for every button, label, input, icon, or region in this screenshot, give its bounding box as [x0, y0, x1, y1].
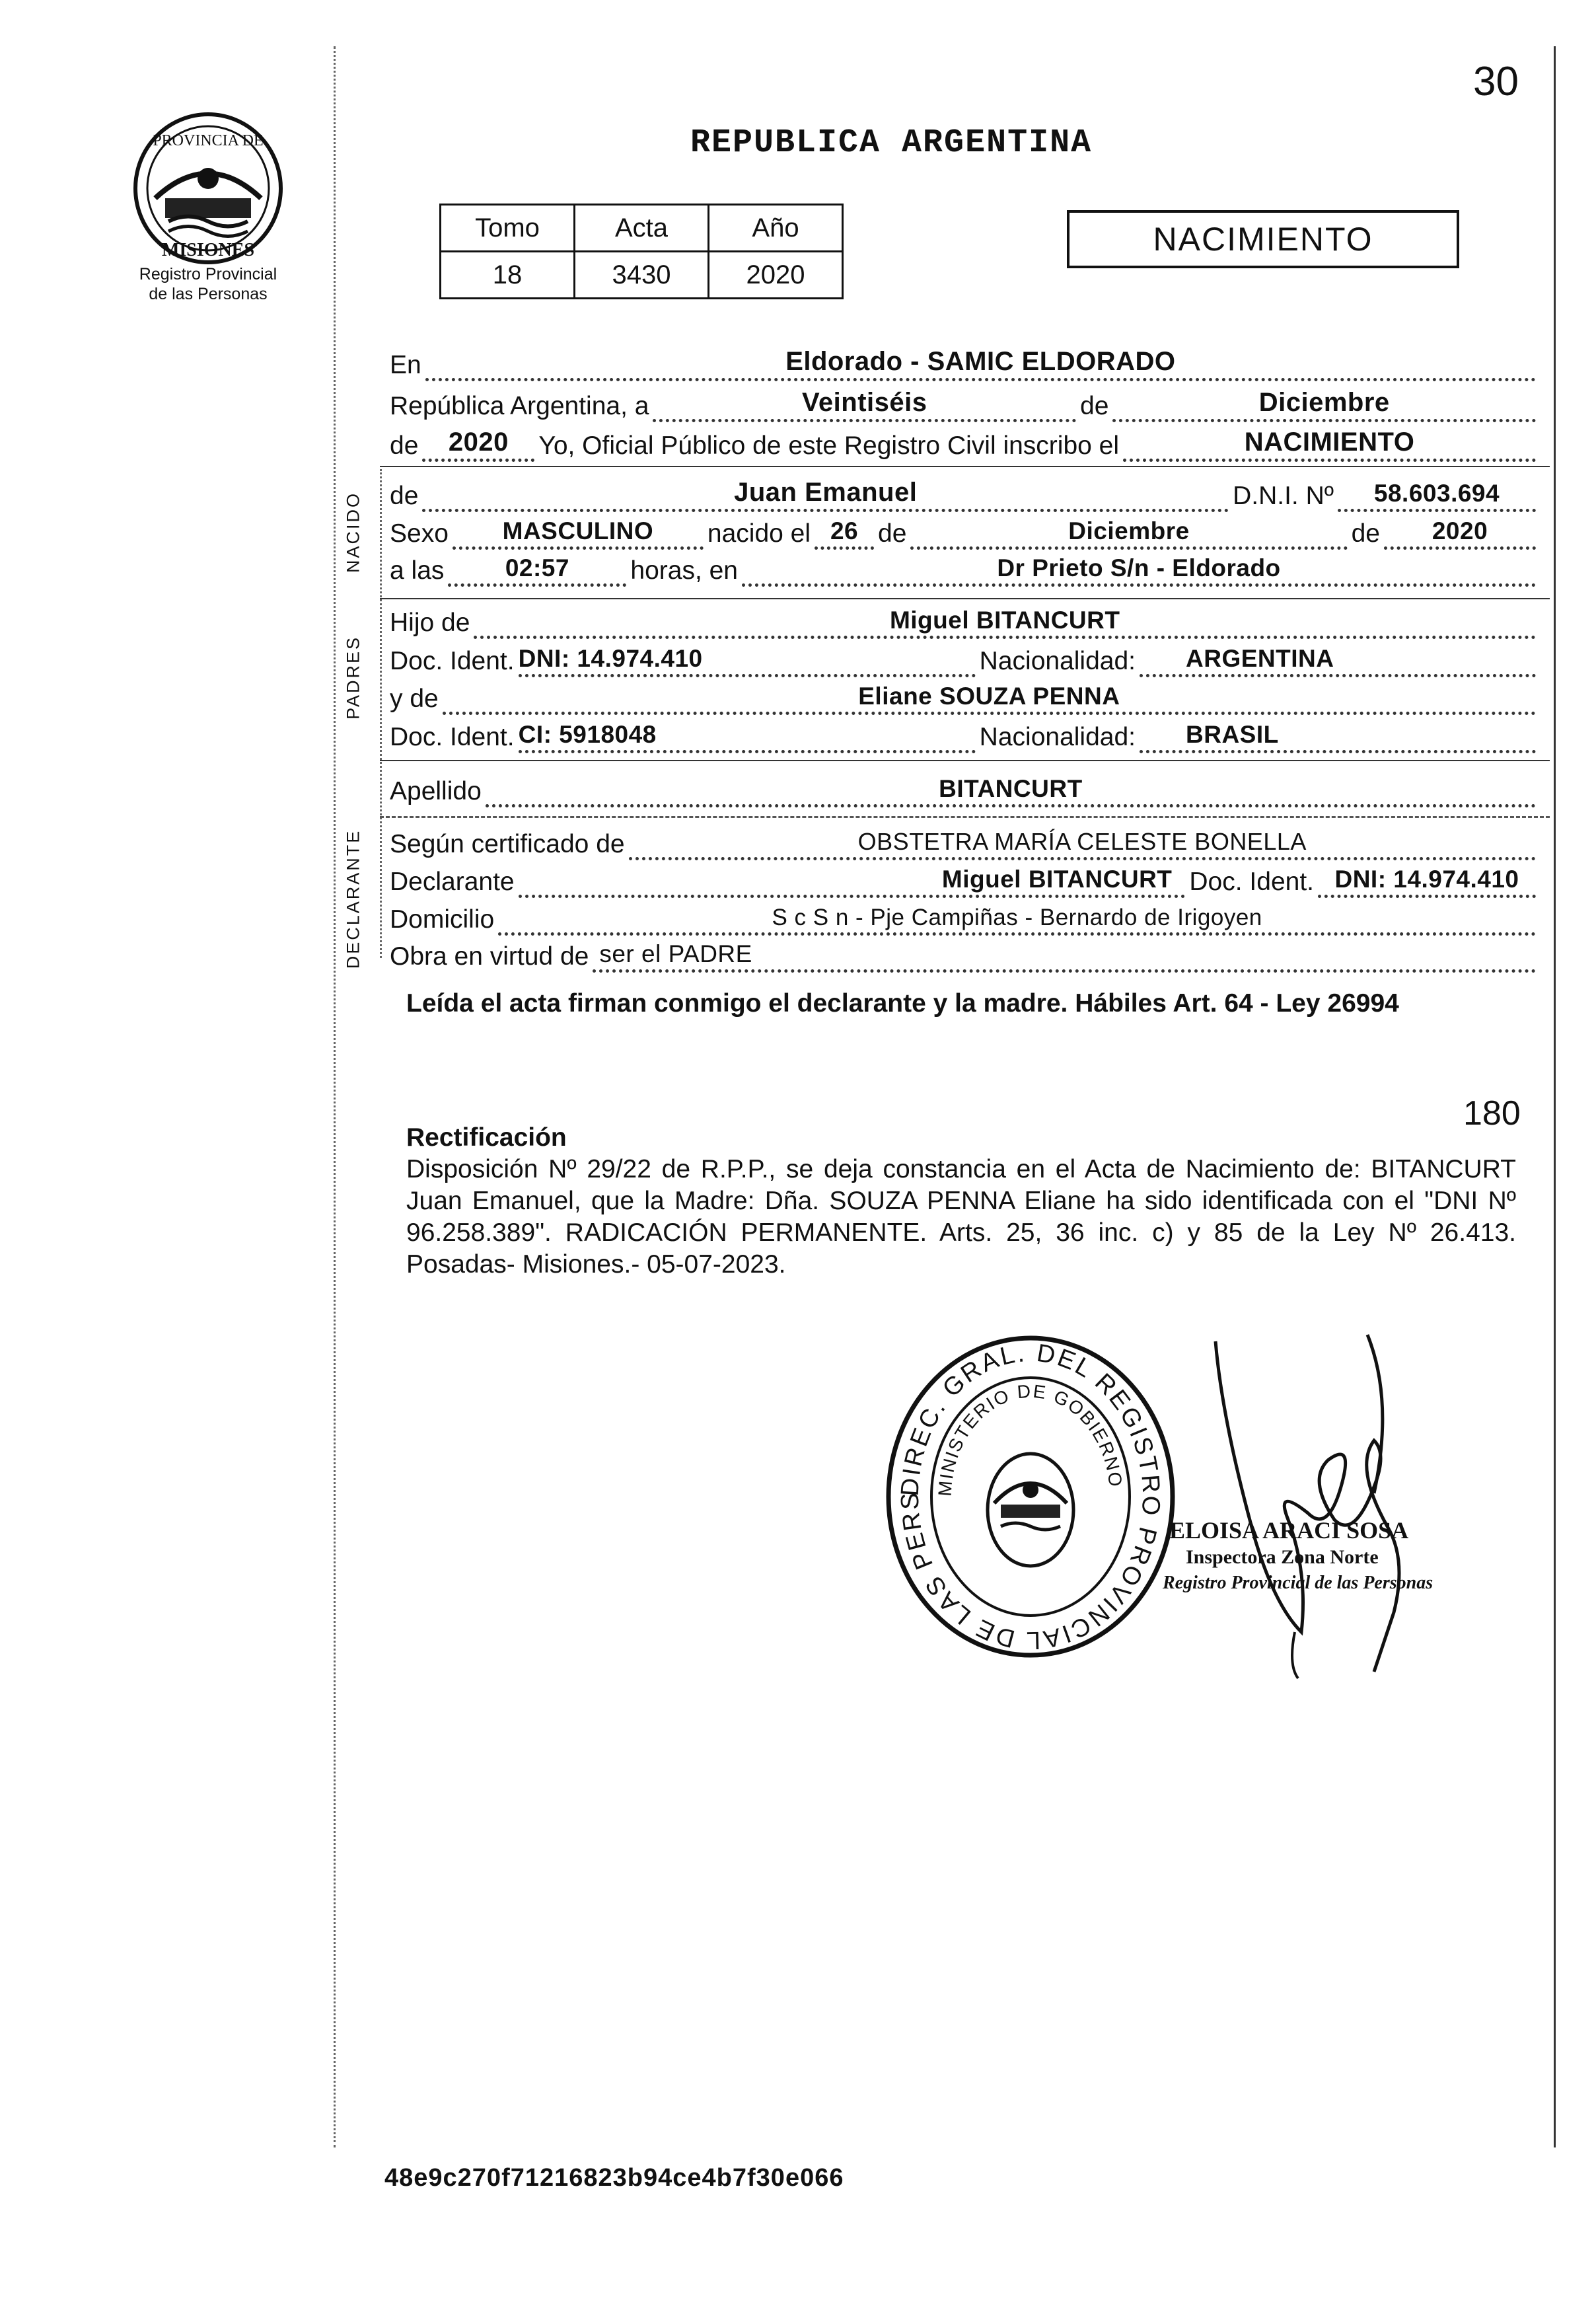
- rectification-number: 180: [1463, 1094, 1521, 1133]
- signature: [1176, 1322, 1453, 1692]
- value-declarante-doc: DNI: 14.974.410: [1334, 866, 1519, 893]
- field-anio-nac: [1384, 513, 1536, 550]
- registry-caption-line1: Registro Provincial: [139, 265, 277, 283]
- field-madre-nacionalidad: [1140, 717, 1536, 753]
- value-domicilio: S c S n - Pje Campiñas - Bernardo de Irigoyen: [772, 905, 1262, 930]
- seal-outer-text: DIREC. GRAL. DEL REGISTRO PROVINCIAL DE LAS PERS: [896, 1339, 1165, 1655]
- label-de-anio: de: [390, 431, 419, 460]
- record-table: [439, 204, 844, 299]
- value-lugar-nac: Dr Prieto S/n - Eldorado: [997, 554, 1281, 581]
- field-domicilio: [498, 899, 1536, 936]
- label-dni: D.N.I. Nº: [1233, 482, 1334, 510]
- label-domicilio: Domicilio: [390, 905, 495, 934]
- record-type-box: NACIMIENTO: [1067, 210, 1459, 268]
- value-hora: 02:57: [505, 554, 569, 581]
- label-horas-en: horas, en: [630, 556, 738, 585]
- record-table-value-acta: 3430: [575, 252, 709, 299]
- value-dia-nac: 26: [830, 517, 859, 544]
- field-padre-nacionalidad: [1140, 641, 1536, 677]
- field-nombre: [422, 476, 1229, 512]
- svg-text:MINISTERIO DE GOBIERNO: [935, 1380, 1126, 1497]
- field-lugar-nac: [742, 550, 1536, 587]
- value-mes-nac: Diciembre: [1068, 517, 1190, 544]
- label-en: En: [390, 351, 421, 379]
- registry-caption-line2: de las Personas: [149, 285, 268, 303]
- label-doc-ident-madre: Doc. Ident.: [390, 723, 515, 751]
- closing-note: Leída el acta firman conmigo el declarante y la madre. Hábiles Art. 64 - Ley 26994: [406, 989, 1399, 1018]
- official-seal: [879, 1331, 1182, 1662]
- field-declarante-doc: [1318, 862, 1536, 898]
- label-doc-ident-padre: Doc. Ident.: [390, 647, 515, 675]
- label-obra-en-virtud: Obra en virtud de: [390, 942, 589, 971]
- record-table-header-acta: Acta: [575, 205, 709, 252]
- right-margin-line: [1554, 46, 1556, 2147]
- label-de-anio-nac: de: [1351, 519, 1380, 548]
- label-republica-a: República Argentina, a: [390, 392, 649, 420]
- side-label-declarante: DECLARANTE: [343, 829, 363, 969]
- field-apellido: [486, 771, 1536, 807]
- record-table-header-anio: Año: [709, 205, 843, 252]
- document-hash: 48e9c270f71216823b94ce4b7f30e066: [384, 2164, 844, 2192]
- rectification-title: Rectificación: [406, 1123, 567, 1152]
- value-dni: 58.603.694: [1373, 480, 1500, 507]
- field-madre-doc: [519, 717, 976, 753]
- row-padre: [390, 598, 1540, 639]
- row-sexo: [390, 509, 1540, 550]
- value-nombre: Juan Emanuel: [734, 478, 918, 507]
- left-margin-line: [334, 46, 336, 2147]
- row-domicilio: [390, 895, 1540, 936]
- label-hijo-de: Hijo de: [390, 609, 470, 637]
- label-doc-ident-declarante: Doc. Ident.: [1189, 868, 1314, 896]
- side-label-nacido: NACIDO: [343, 492, 363, 574]
- value-mes: Diciembre: [1258, 388, 1390, 417]
- label-nacido-el: nacido el: [707, 519, 811, 548]
- label-de-nombre: de: [390, 482, 419, 510]
- signatory-role: Inspectora Zona Norte: [1186, 1546, 1379, 1568]
- label-de-mes-nac: de: [878, 519, 907, 548]
- value-padre-nacionalidad: ARGENTINA: [1186, 645, 1334, 672]
- label-y-de: y de: [390, 685, 439, 713]
- value-padre-doc: DNI: 14.974.410: [518, 645, 703, 672]
- divider-apellido-top: [380, 760, 1550, 761]
- value-padre: Miguel BITANCURT: [889, 607, 1120, 634]
- field-declarante: [519, 862, 1186, 898]
- field-dia-letras: [653, 386, 1076, 422]
- row-hora: [390, 546, 1540, 587]
- field-hora: [448, 550, 626, 587]
- label-nacionalidad-madre: Nacionalidad:: [979, 723, 1136, 751]
- record-table-value-anio: 2020: [709, 252, 843, 299]
- field-sexo: [453, 513, 704, 550]
- section-margin-line: [380, 469, 382, 958]
- row-declarante: [390, 857, 1540, 898]
- value-lugar: Eldorado - SAMIC ELDORADO: [785, 347, 1176, 376]
- value-certificado: OBSTETRA MARÍA CELESTE BONELLA: [857, 828, 1307, 855]
- field-madre: [443, 679, 1536, 715]
- record-table-header-tomo: Tomo: [441, 205, 575, 252]
- row-en-virtud: [390, 932, 1540, 973]
- page-number: 30: [1473, 59, 1519, 104]
- row-padre-doc: [390, 636, 1540, 677]
- field-padre: [474, 603, 1536, 639]
- value-apellido: BITANCURT: [939, 775, 1083, 802]
- field-en-virtud: [593, 936, 1536, 973]
- rectification-body: Disposición Nº 29/22 de R.P.P., se deja constancia en el Acta de Nacimiento de: BITANCURT Juan Emanuel, que la Madre: Dña. SOUZA PENNA Eliane ha sido identificada con el "DNI Nº 96.258.389". RADICACIÓN PERMANENTE. Arts. 25, 36 inc. c) y 85 de la Ley Nº 26.413. Posadas- Misiones.- 05-07-2023.: [406, 1155, 1516, 1279]
- value-anio-nac: 2020: [1432, 517, 1488, 544]
- label-segun-certificado: Según certificado de: [390, 830, 625, 858]
- row-madre-doc: [390, 712, 1540, 753]
- value-tipo-inscripcion: NACIMIENTO: [1244, 428, 1415, 457]
- field-anio: [422, 426, 534, 462]
- svg-text:DIREC. GRAL. DEL REGISTRO PROV: [879, 1331, 1165, 1654]
- row-apellido: [390, 766, 1540, 807]
- field-certificado: [629, 824, 1536, 860]
- value-madre: Eliane SOUZA PENNA: [858, 683, 1120, 710]
- value-madre-doc: CI: 5918048: [518, 721, 657, 748]
- row-madre: [390, 674, 1540, 715]
- label-declarante: Declarante: [390, 868, 515, 896]
- signatory-office: Registro Provincial de las Personas: [1163, 1573, 1433, 1593]
- label-a-las: a las: [390, 556, 445, 585]
- value-sexo: MASCULINO: [502, 517, 654, 544]
- record-table-value-tomo: 18: [441, 252, 575, 299]
- province-logo: [129, 109, 287, 268]
- field-tipo: [1123, 426, 1536, 462]
- document-title: REPUBLICA ARGENTINA: [690, 124, 1093, 162]
- field-mes: [1112, 386, 1536, 422]
- side-label-padres: PADRES: [343, 635, 363, 720]
- label-yo-oficial: Yo, Oficial Público de este Registro Civil inscribo el: [538, 431, 1120, 460]
- registry-caption: [102, 264, 314, 304]
- field-dia-nac: [815, 513, 874, 550]
- logo-text-top: PROVINCIA DE: [153, 132, 264, 149]
- label-nacionalidad-padre: Nacionalidad:: [979, 647, 1136, 675]
- field-lugar: [425, 345, 1536, 381]
- value-anio: 2020: [448, 428, 509, 457]
- label-apellido: Apellido: [390, 777, 482, 805]
- value-declarante: Miguel BITANCURT: [941, 866, 1173, 893]
- value-madre-nacionalidad: BRASIL: [1186, 721, 1279, 748]
- value-en-virtud: ser el PADRE: [599, 940, 752, 967]
- row-inscripcion: [390, 421, 1540, 462]
- field-mes-nac: [910, 513, 1347, 550]
- row-certificado: [390, 819, 1540, 860]
- row-fecha: [390, 381, 1540, 422]
- label-sexo: Sexo: [390, 519, 449, 548]
- logo-text-bottom: MISIONES: [161, 240, 255, 260]
- field-padre-doc: [519, 641, 976, 677]
- divider-nacido-top: [380, 466, 1550, 467]
- seal-inner-text: MINISTERIO DE GOBIERNO: [934, 1380, 1126, 1497]
- signatory-name: ELOISA ARACI SOSA: [1169, 1517, 1409, 1544]
- value-dia-letras: Veintiséis: [801, 388, 927, 417]
- divider-declarante-top: [380, 816, 1550, 818]
- label-de-mes: de: [1080, 392, 1109, 420]
- row-nombre: [390, 471, 1540, 512]
- field-dni: [1338, 476, 1536, 512]
- row-lugar: [390, 340, 1540, 381]
